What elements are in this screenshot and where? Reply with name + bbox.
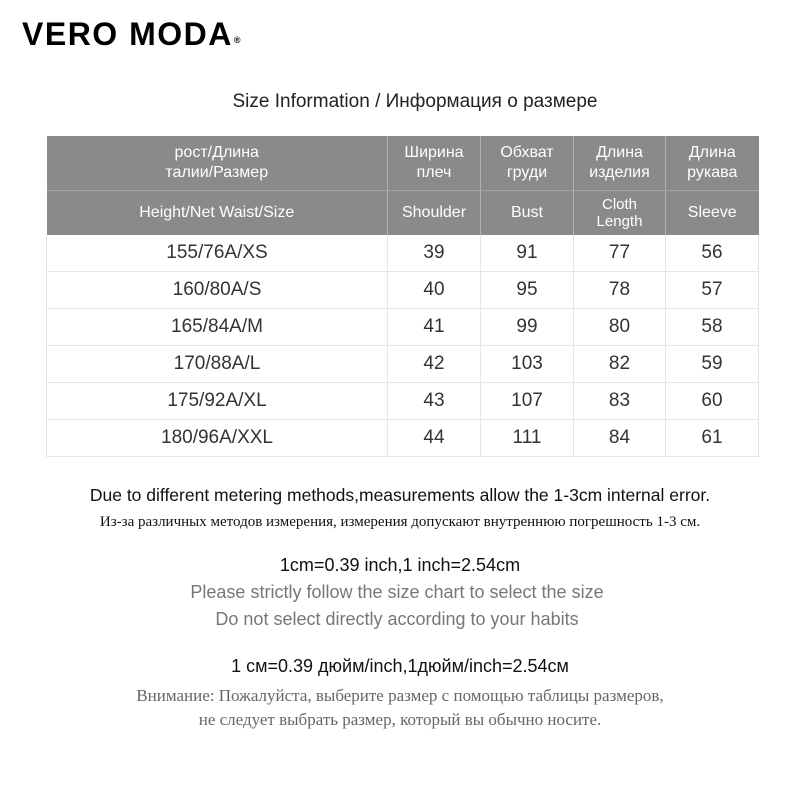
header-cell-en-0: [47, 191, 388, 236]
size-chart-hint: Please strictly follow the size chart to select the size: [190, 582, 604, 602]
warning-ru-line-1: Внимание: Пожалуйста, выберите размер с помощью таблицы размеров,: [136, 686, 664, 705]
measurement-cell: 107: [481, 383, 574, 420]
header-cell-ru-4: [666, 136, 759, 191]
measurement-cell: 42: [388, 346, 481, 383]
measurement-cell: 39: [388, 235, 481, 272]
measurement-cell: 40: [388, 272, 481, 309]
header-line: груди: [506, 164, 548, 181]
measurement-cell: 57: [666, 272, 759, 309]
measurement-cell: 82: [574, 346, 666, 383]
header-cell-en-4: [666, 191, 759, 236]
table-row: [47, 383, 759, 420]
header-cell-ru-1: [388, 136, 481, 191]
header-line: талии/Размер: [165, 164, 269, 181]
brand-logo: [22, 16, 242, 52]
header-line: изделия: [589, 164, 650, 181]
size-table-body: [47, 235, 759, 457]
header-cell-ru-0: [47, 136, 388, 191]
header-line: Cloth: [601, 196, 638, 213]
table-row: [47, 346, 759, 383]
header-line: Длина: [596, 144, 643, 161]
measurement-cell: 78: [574, 272, 666, 309]
size-table-header: [47, 136, 759, 235]
size-label-cell: 165/84A/M: [47, 309, 388, 346]
measurement-cell: 80: [574, 309, 666, 346]
size-label-cell: 170/88A/L: [47, 346, 388, 383]
header-line: рост/Длина: [174, 144, 259, 161]
header-row-en: [47, 191, 759, 236]
header-line: Длина: [688, 144, 736, 161]
measurement-cell: 91: [481, 235, 574, 272]
measurement-cell: 95: [481, 272, 574, 309]
habit-hint: Do not select directly according to your habits: [215, 609, 579, 629]
warning-ru-line-2: не следует выбрать размер, который вы обычно носите.: [198, 710, 602, 729]
header-line: плеч: [416, 164, 452, 181]
measurement-cell: 59: [666, 346, 759, 383]
header-line: Bust: [510, 204, 543, 221]
measurement-error-note-en: Due to different metering methods,measurements allow the 1-3cm internal error.: [89, 485, 711, 505]
header-cell-en-1: [388, 191, 481, 236]
size-label-cell: 175/92A/XL: [47, 383, 388, 420]
size-label-cell: 180/96A/XXL: [47, 420, 388, 457]
header-line: Shoulder: [401, 204, 467, 221]
measurement-cell: 103: [481, 346, 574, 383]
unit-conversion-en: 1cm=0.39 inch,1 inch=2.54cm: [279, 555, 521, 575]
measurement-error-note-ru: Из-за различных методов измерения, измерения допускают внутреннюю погрешность 1-3 см.: [99, 514, 701, 530]
header-line: рукава: [687, 164, 738, 181]
measurement-cell: 111: [481, 420, 574, 457]
measurement-cell: 41: [388, 309, 481, 346]
header-line: Length: [596, 213, 643, 230]
size-table: [46, 136, 759, 457]
measurement-cell: 44: [388, 420, 481, 457]
measurement-cell: 61: [666, 420, 759, 457]
measurement-cell: 99: [481, 309, 574, 346]
table-row: [47, 272, 759, 309]
table-row: [47, 235, 759, 272]
header-line: Ширина: [404, 144, 464, 161]
unit-conversion-ru: 1 см=0.39 дюйм/inch,1дюйм/inch=2.54см: [231, 656, 569, 676]
brand-name: VERO MODA: [22, 16, 233, 52]
header-row-ru: [47, 136, 759, 191]
measurement-cell: 84: [574, 420, 666, 457]
header-line: Sleeve: [687, 204, 737, 221]
measurement-cell: 83: [574, 383, 666, 420]
measurement-cell: 60: [666, 383, 759, 420]
measurement-cell: 77: [574, 235, 666, 272]
measurement-cell: 58: [666, 309, 759, 346]
header-cell-en-2: [481, 191, 574, 236]
measurement-cell: 43: [388, 383, 481, 420]
registered-mark: ®: [233, 35, 242, 45]
page-title: Size Information / Информация о размере: [232, 91, 598, 112]
table-row: [47, 420, 759, 457]
header-cell-en-3: [574, 191, 666, 236]
header-line: Обхват: [500, 144, 554, 161]
size-label-cell: 160/80A/S: [47, 272, 388, 309]
measurement-cell: 56: [666, 235, 759, 272]
header-cell-ru-3: [574, 136, 666, 191]
table-row: [47, 309, 759, 346]
header-cell-ru-2: [481, 136, 574, 191]
header-line: Height/Net Waist/Size: [139, 204, 295, 221]
size-label-cell: 155/76A/XS: [47, 235, 388, 272]
